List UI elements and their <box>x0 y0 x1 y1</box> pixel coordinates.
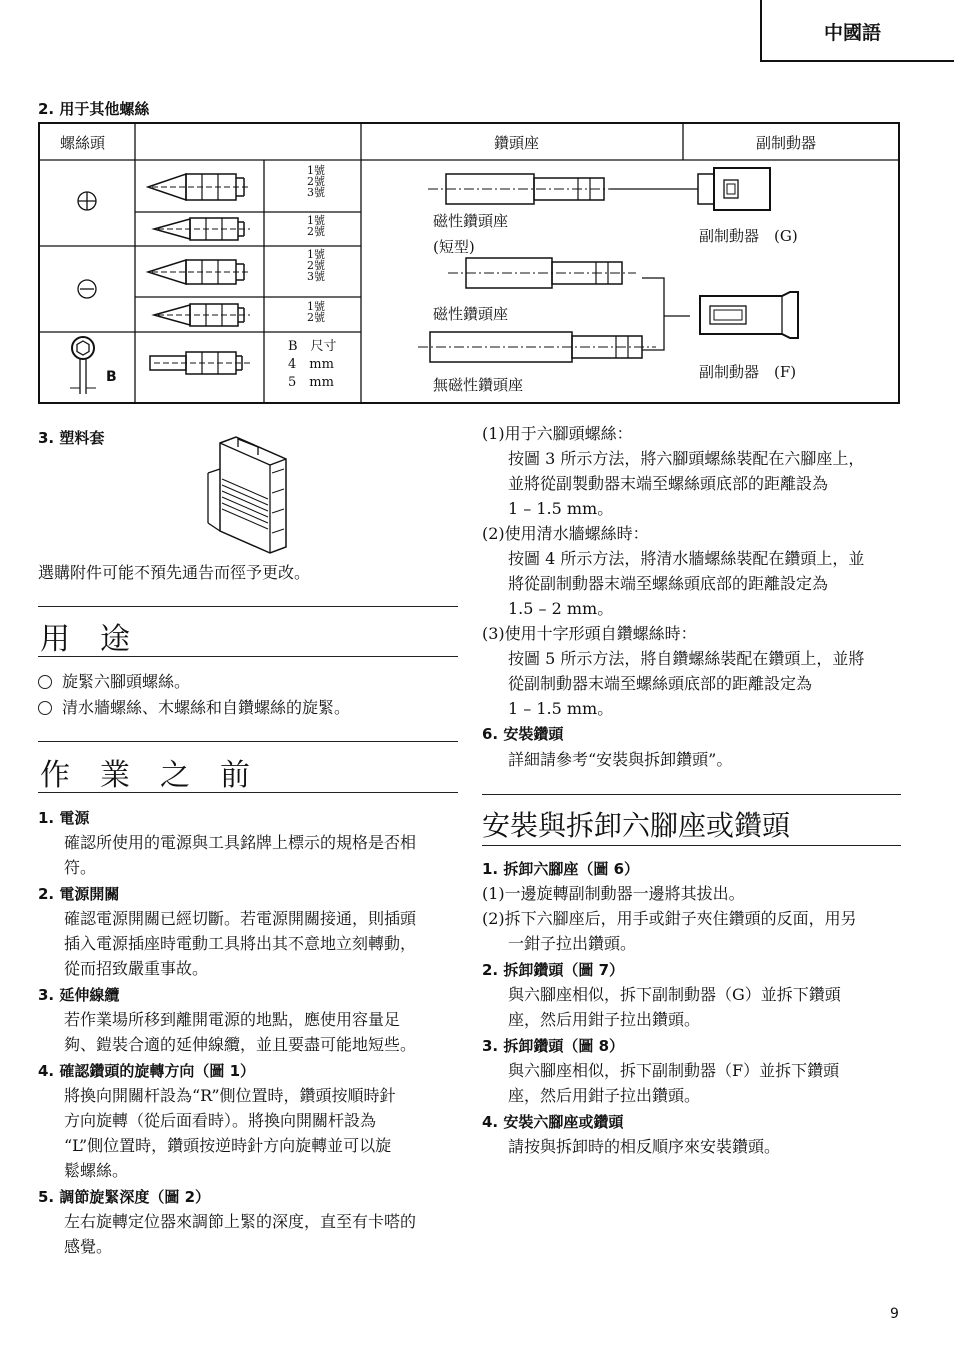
text-line: 夠、鎧裝合適的延伸線纜，並且要盡可能地短些。 <box>64 1035 417 1054</box>
text-line: 與六腳座相似，拆下副制動器（F）並拆下鑽頭 <box>508 1061 840 1080</box>
slotted-head-icon <box>76 278 98 300</box>
step-heading: 4. 安裝六腳座或鑽頭 <box>482 1113 624 1131</box>
col-screw-head: 螺絲頭 <box>60 134 106 152</box>
size-text: 2號 <box>307 259 325 272</box>
usage-case-text <box>482 646 906 721</box>
step-text <box>482 1134 906 1159</box>
size-text: 3號 <box>307 270 325 283</box>
step-heading: 3. 拆卸鑽頭（圖 8） <box>482 1037 625 1055</box>
size-text: 1號 <box>307 300 325 313</box>
accessory-note: 選購附件可能不預先通告而徑予更改。 <box>38 563 311 582</box>
item-heading: 4. 確認鑽頭的旋轉方向（圖 1） <box>38 1062 256 1080</box>
before-bottom-rule <box>38 792 458 793</box>
step-heading: 2. 拆卸鑽頭（圖 7） <box>482 961 625 979</box>
text-line: 1 – 1.5 mm。 <box>508 499 614 518</box>
item-text <box>38 1007 460 1057</box>
language-tab <box>760 0 954 62</box>
step-text <box>482 881 906 956</box>
remove-bottom-rule <box>482 845 901 846</box>
usage-case-label: (2)使用清水牆螺絲時： <box>482 524 649 543</box>
install-bit-heading: 6. 安裝鑽頭 <box>482 725 564 743</box>
size-note-row4 <box>296 301 336 323</box>
text-line: 座，然后用鉗子拉出鑽頭。 <box>508 1086 701 1105</box>
text-line: 按圖 5 所示方法，將自鑽螺絲裝配在鑽頭上，並將 <box>508 649 865 668</box>
item-text <box>38 830 460 880</box>
item-heading: 3. 延伸線纜 <box>38 986 120 1004</box>
slotted-bit-long-icon <box>146 252 254 292</box>
install-bit-text: 詳細請參考“安裝與拆卸鑽頭”。 <box>508 750 733 769</box>
size-note-row3 <box>296 249 336 282</box>
text-line: 方向旋轉（從后面看時）。將換向開關杆設為 <box>64 1111 377 1130</box>
usage-case-label: (1)用于六腳頭螺絲： <box>482 424 633 443</box>
usage-case-text <box>482 546 906 621</box>
text-line: 感覺。 <box>64 1237 113 1256</box>
usage-title: 用 途 <box>40 622 130 657</box>
remove-title: 安裝與拆卸六腳座或鑽頭 <box>482 809 791 842</box>
size-note-hex <box>288 338 358 392</box>
before-list <box>38 806 460 1259</box>
accessory-table <box>38 122 900 404</box>
text-line: 1 – 1.5 mm。 <box>508 699 614 718</box>
usage-bottom-rule <box>38 656 458 657</box>
hex-socket-bit-icon <box>148 348 254 378</box>
remove-list <box>482 857 906 1159</box>
item-text <box>38 906 460 981</box>
remove-top-rule <box>482 794 901 795</box>
usage-case-text <box>482 446 906 521</box>
item-heading: 1. 電源 <box>38 809 90 827</box>
magnetic-short-label: 磁性鑽頭座 <box>433 212 509 230</box>
usage-item <box>38 695 350 720</box>
col-bit-holder: 鑽頭座 <box>494 134 540 152</box>
size-text: 1號 <box>307 248 325 261</box>
usage-item-text: 旋緊六腳頭螺絲。 <box>62 672 191 691</box>
language-label: 中國語 <box>824 22 882 44</box>
bullet-circle-icon <box>38 701 52 715</box>
size-text: 2號 <box>307 311 325 324</box>
hex-head-icon <box>66 334 122 400</box>
size-text: 2號 <box>307 175 325 188</box>
text-line: 鬆螺絲。 <box>64 1161 129 1180</box>
text-line: 左右旋轉定位器來調節上緊的深度，直至有卡嗒的 <box>64 1212 417 1231</box>
magnetic-label: 磁性鑽頭座 <box>433 305 509 323</box>
page-number: 9 <box>890 1306 899 1322</box>
text-line: 與六腳座相似，拆下副制動器（G）並拆下鑽頭 <box>508 985 841 1004</box>
text-line: (1)一邊旋轉副制動器一邊將其拔出。 <box>482 884 745 903</box>
size-text: B 尺寸 <box>288 339 337 354</box>
size-text: 1號 <box>307 164 325 177</box>
sub-actuator-g-label: 副制動器 (G) <box>699 227 798 245</box>
item-heading: 2. 電源開關 <box>38 885 120 903</box>
bullet-circle-icon <box>38 675 52 689</box>
usage-top-rule <box>38 606 458 607</box>
phillips-bit-long-icon <box>146 166 254 208</box>
size-text: 5 mm <box>288 375 334 390</box>
text-line: 若作業場所移到離開電源的地點，應使用容量足 <box>64 1010 401 1029</box>
hex-b-label: B <box>106 369 117 385</box>
text-line: 將從副制動器末端至螺絲頭底部的距離設定為 <box>508 574 829 593</box>
text-line: 插入電源插座時電動工具將出其不意地立刻轉動， <box>64 934 417 953</box>
size-text: 2號 <box>307 225 325 238</box>
size-note-row2 <box>296 215 336 237</box>
usage-item <box>38 669 190 694</box>
text-line: 座，然后用鉗子拉出鑽頭。 <box>508 1010 701 1029</box>
item-text <box>38 1083 460 1183</box>
item-text <box>38 1209 460 1259</box>
text-line: “L”側位置時，鑽頭按逆時針方向旋轉並可以旋 <box>64 1136 392 1155</box>
size-text: 3號 <box>307 186 325 199</box>
size-text: 1號 <box>307 214 325 227</box>
before-top-rule <box>38 741 458 742</box>
section-3-heading: 3. 塑料套 <box>38 429 105 447</box>
non-magnetic-label: 無磁性鑽頭座 <box>433 376 524 394</box>
size-text: 4 mm <box>288 357 334 372</box>
item-heading: 5. 調節旋緊深度（圖 2） <box>38 1188 211 1206</box>
right-usage-list <box>482 421 906 772</box>
text-line: 按圖 4 所示方法，將清水牆螺絲裝配在鑽頭上，並 <box>508 549 865 568</box>
usage-item-text: 清水牆螺絲、木螺絲和自鑽螺絲的旋緊。 <box>62 698 351 717</box>
text-line: (2)拆下六腳座后，用手或鉗子夾住鑽頭的反面，用另 <box>482 909 857 928</box>
magnetic-short-sub: (短型) <box>433 238 475 256</box>
text-line: 請按與拆卸時的相反順序來安裝鑽頭。 <box>508 1137 781 1156</box>
text-line: 確認電源開關已經切斷。若電源開關接通，則插頭 <box>64 909 417 928</box>
text-line: 1.5 – 2 mm。 <box>508 599 614 618</box>
plastic-case-icon <box>200 433 294 555</box>
phillips-bit-short-icon <box>150 214 254 244</box>
step-text <box>482 982 906 1032</box>
text-line: 從副制動器末端至螺絲頭底部的距離設定為 <box>508 674 813 693</box>
text-line: 並將從副製動器末端至螺絲頭底部的距離設為 <box>508 474 829 493</box>
step-text <box>482 1058 906 1108</box>
text-line: 按圖 3 所示方法，將六腳頭螺絲裝配在六腳座上， <box>508 449 865 468</box>
sub-actuator-f-label: 副制動器 (F) <box>699 363 797 381</box>
text-line: 符。 <box>64 858 97 877</box>
text-line: 從而招致嚴重事故。 <box>64 959 209 978</box>
text-line: 確認所使用的電源與工具銘牌上標示的規格是否相 <box>64 833 417 852</box>
text-line: 將換向開關杆設為“R”側位置時，鑽頭按順時針 <box>64 1086 396 1105</box>
text-line: 一鉗子拉出鑽頭。 <box>508 934 637 953</box>
phillips-head-icon <box>76 190 98 212</box>
slotted-bit-short-icon <box>150 300 254 330</box>
step-heading: 1. 拆卸六腳座（圖 6） <box>482 860 640 878</box>
size-note-row1 <box>296 165 336 198</box>
section-2-heading: 2. 用于其他螺絲 <box>38 100 150 118</box>
before-title: 作 業 之 前 <box>40 758 250 793</box>
usage-case-label: (3)使用十字形頭自鑽螺絲時： <box>482 624 697 643</box>
col-sub-actuator: 副制動器 <box>756 134 817 152</box>
